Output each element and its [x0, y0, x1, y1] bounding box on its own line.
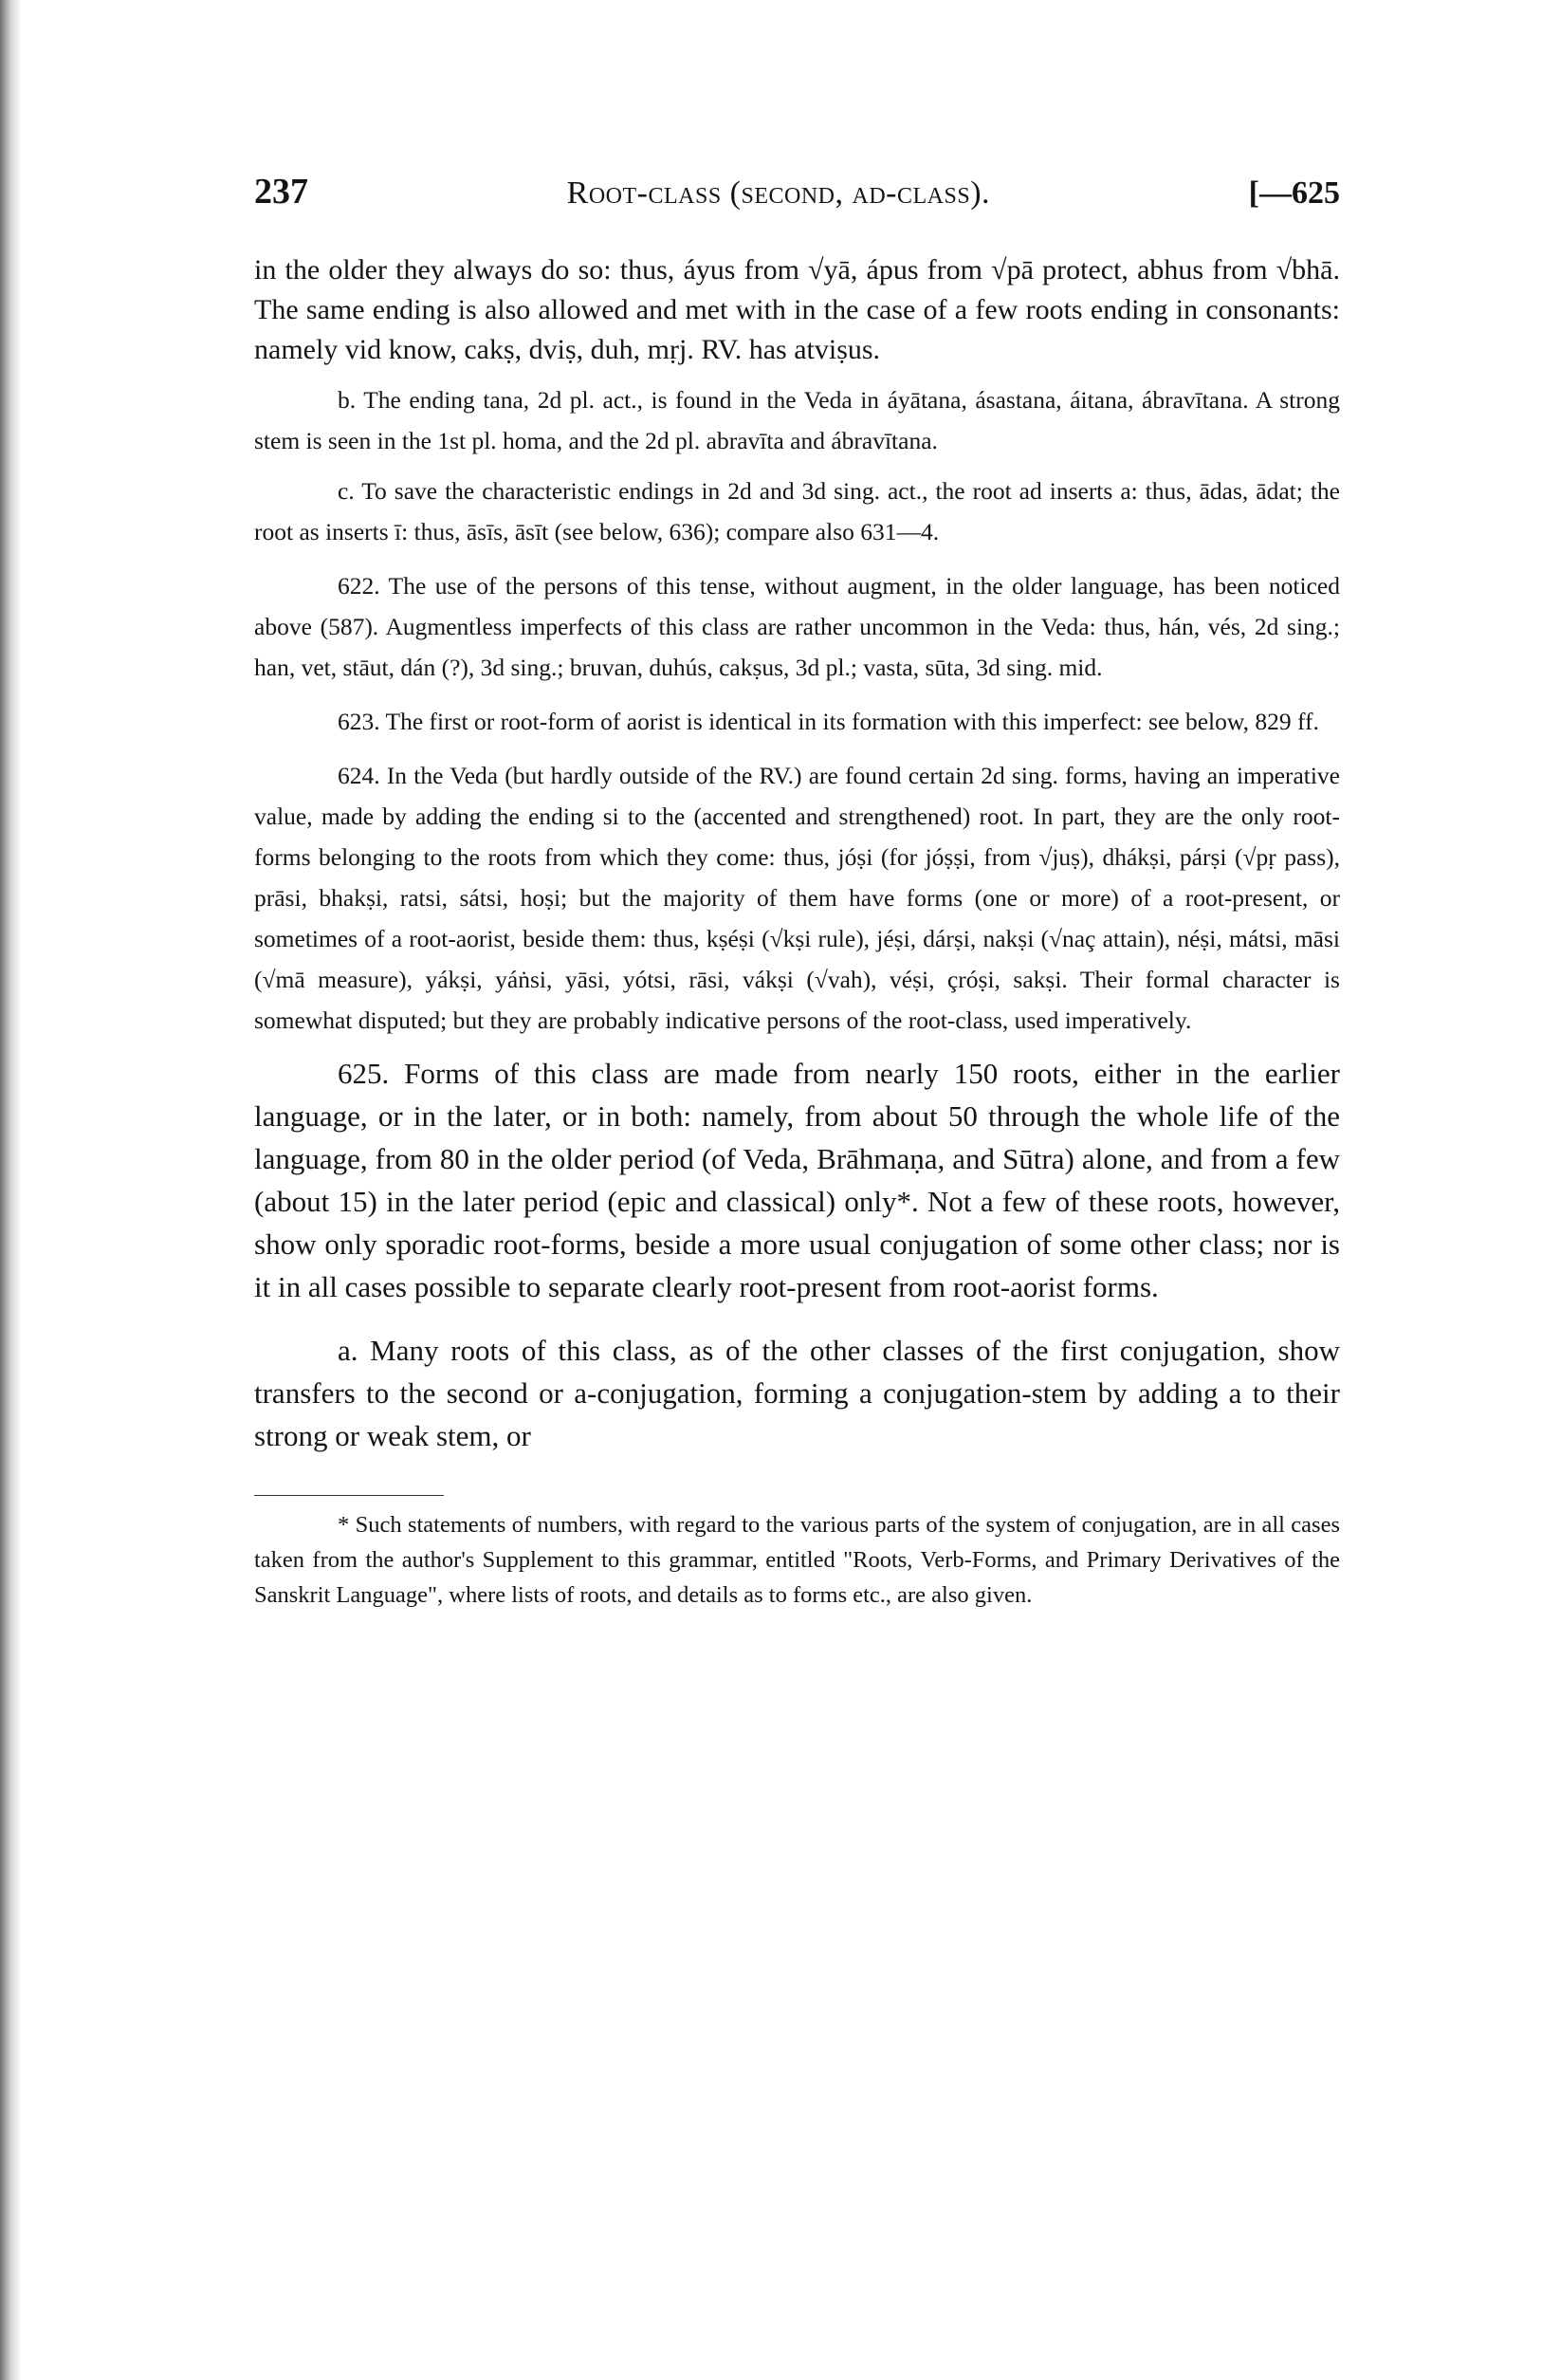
footnote: * Such statements of numbers, with regard to the various parts of the system of conjugation, are in all cases taken from the author's Supplement to this grammar, entitled "Roots, Verb-Forms, and Primary Derivatives of the Sanskrit Language", where lists of roots, and details as to forms etc., are also given.	[254, 1512, 1340, 1608]
paragraph-625a: a. Many roots of this class, as of the other classes of the first conjugation, show transfers to the second or a-conjugation, forming a conjugation-stem by adding a to their strong or weak stem, or	[254, 1334, 1340, 1452]
book-page	[254, 171, 1340, 1613]
section-622: 622. The use of the persons of this tense, without augment, in the older language, has been noticed above (587). Augmentless imperfects of this class are rather uncommon in the Veda: thus, hán, vés, 2d sing.; han, vet, stāut, dán (?), 3d sing.; bruvan, duhús, cakṣus, 3d pl.; vasta, sūta, 3d sing. mid.	[254, 572, 1340, 681]
section-625: 625. Forms of this class are made from nearly 150 roots, either in the earlier language, or in the later, or in both: namely, from about 50 through the whole life of the language, from 80 in the older period (of Veda, Brāhmaṇa, and Sūtra) alone, and from a few (about 15) in the later period (epic and classical) only*. Not a few of these roots, however, show only sporadic root-forms, beside a more usual conjugation of some other class; nor is it in all cases possible to separate clearly root-present from root-aorist forms.	[254, 1057, 1340, 1303]
scanned-page-edge	[0, 0, 21, 2380]
footnote-divider	[254, 1495, 444, 1496]
page-header	[254, 171, 1340, 212]
running-title: Root-class (second, ad-class).	[566, 175, 991, 211]
section-623: 623. The first or root-form of aorist is identical in its formation with this imperfect: see below, 829 ff.	[338, 708, 1319, 735]
paragraph-c: c. To save the characteristic endings in 2d and 3d sing. act., the root ad inserts a: thus, ādas, ādat; the root as inserts ī: thus, āsīs, āsīt (see below, 636); compare also 631—4.	[254, 477, 1340, 545]
section-624: 624. In the Veda (but hardly outside of the RV.) are found certain 2d sing. forms, having an imperative value, made by adding the ending si to the (accented and strengthened) root. In part, they are the only root-forms belonging to the roots from which they come: thus, jóṣi (for jóṣṣi, from √juṣ), dhákṣi, párṣi (√pṛ pass), prāsi, bhakṣi, ratsi, sátsi, hoṣi; but the majority of them have forms (one or more) of a root-present, or sometimes of a root-aorist, beside them: thus, kṣéṣi (√kṣi rule), jéṣi, dárṣi, nakṣi (√naç attain), néṣi, mátsi, māsi (√mā measure), yákṣi, yáṅsi, yāsi, yótsi, rāsi, vákṣi (√vah), véṣi, çróṣi, sakṣi. Their formal character is somewhat disputed; but they are probably indicative persons of the root-class, used imperatively.	[254, 762, 1340, 1034]
page-number: 237	[254, 172, 308, 212]
section-range: [—625	[1248, 175, 1340, 211]
paragraph-continuation: in the older they always do so: thus, áyus from √yā, ápus from √pā protect, abhus from √bhā. The same ending is also allowed and met with in the case of a few roots ending in consonants: namely vid know, cakṣ, dviṣ, duh, mṛj. RV. has atviṣus.	[254, 254, 1340, 365]
paragraph-b: b. The ending tana, 2d pl. act., is found in the Veda in áyātana, ásastana, áitana, ábravītana. A strong stem is seen in the 1st pl. homa, and the 2d pl. abravīta and ábravītana.	[254, 386, 1340, 454]
